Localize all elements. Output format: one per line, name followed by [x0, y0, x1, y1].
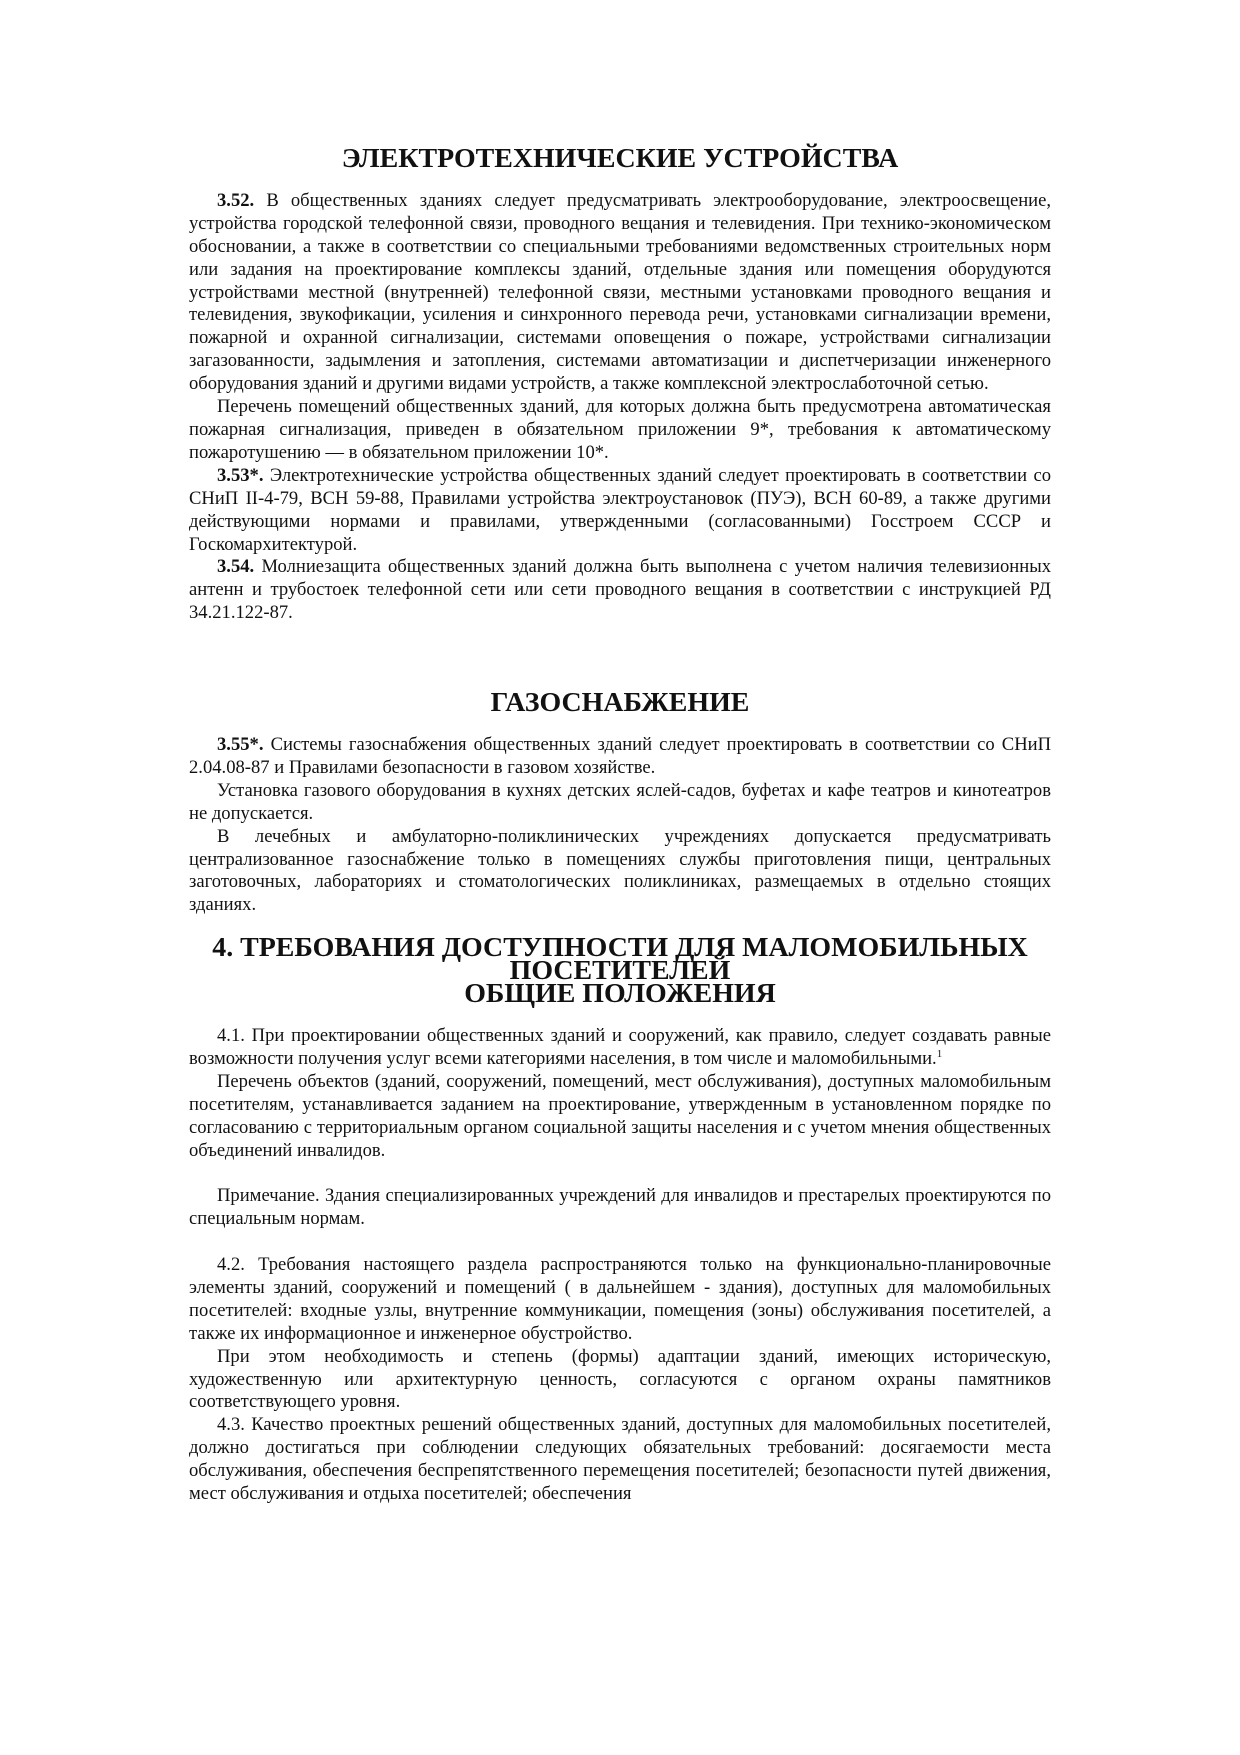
- paragraph-text: Молниезащита общественных зданий должна быть выполнена с учетом наличия телевизионных антенн и трубостоек телефонной сети или сети проводного вещания в соответствии с инструкцией РД 34.21.122-87.: [189, 556, 1052, 624]
- footnote-marker: 1: [936, 1047, 943, 1060]
- section-heading-gas: ГАЗОСНАБЖЕНИЕ: [490, 687, 750, 719]
- paragraph-4-2: 4.2. Требования настоящего раздела распространяются только на функционально-планировочные элементы зданий, сооружений и помещений ( в дальнейшем - здания), доступных для маломобильных посетителей: входные узлы, внутренние коммуникации, помещения (зоны) обслуживания посетителей, а также их информационное и инженерное обустройство.: [189, 1254, 1051, 1344]
- clause-number: 3.52.: [217, 189, 255, 211]
- section-heading-accessibility: [189, 932, 1051, 1010]
- spacer: [189, 625, 1051, 692]
- paragraph-3-52-fire-alarm: Перечень помещений общественных зданий, для которых должна быть предусмотрена автоматическая пожарная сигнализация, приведен в обязательном приложении 9*, требования к автоматическому пожаротушению — в обязательном приложении 10*.: [189, 396, 1051, 463]
- paragraph-text: 4.1. При проектировании общественных зданий и сооружений, как правило, следует создавать равные возможности получения услуг всеми категориями населения, в том числе и маломобильными.: [189, 1025, 1051, 1069]
- clause-number: 3.54.: [217, 556, 255, 578]
- paragraph-gas-kitchens: Установка газового оборудования в кухнях детских яслей-садов, буфетах и кафе театров и кинотеатров не допускается.: [189, 779, 1051, 824]
- clause-number: 3.55*.: [217, 734, 264, 756]
- paragraph-4-2-historic: При этом необходимость и степень (формы) адаптации зданий, имеющих историческую, художественную или архитектурную ценность, согласуются с органом охраны памятников соответствующего уровня.: [189, 1345, 1051, 1413]
- spacer: [189, 1231, 1051, 1254]
- paragraph-note: Примечание. Здания специализированных учреждений для инвалидов и престарелых проектируются по специальным нормам.: [189, 1185, 1051, 1230]
- paragraph-4-1-list: Перечень объектов (зданий, сооружений, помещений, мест обслуживания), доступных маломобильным посетителям, устанавливается заданием на проектирование, утвержденным в установленном порядке по согласованию с территориальным органом социальной защиты населения и с учетом мнения общественных объединений инвалидов.: [189, 1070, 1051, 1161]
- heading-line: ОБЩИЕ ПОЛОЖЕНИЯ: [464, 978, 776, 1010]
- paragraph-4-3: 4.3. Качество проектных решений общественных зданий, доступных для маломобильных посетителей, должно достигаться при соблюдении следующих обязательных требований: досягаемости места обслуживания, обеспечения беспрепятственного перемещения посетителей; безопасности путей движения, мест обслуживания и отдыха посетителей; обеспечения: [189, 1414, 1051, 1505]
- heading-line: 4. ТРЕБОВАНИЯ ДОСТУПНОСТИ ДЛЯ МАЛОМОБИЛЬНЫХ ПОСЕТИТЕЛЕЙ: [212, 932, 1028, 987]
- paragraph-3-52: [189, 190, 1051, 396]
- document-page: [189, 143, 1052, 1506]
- paragraph-text: Системы газоснабжения общественных зданий следует проектировать в соответствии со СНиП 2.04.08-87 и Правилами безопасности в газовом хозяйстве.: [189, 734, 1051, 778]
- paragraph-gas-medical: В лечебных и амбулаторно-поликлинических учреждениях допускается предусматривать централизованное газоснабжение только в помещениях службы приготовления пищи, центральных заготовочных, лабораториях и стоматологических поликлиниках, размещаемых в отдельно стоящих зданиях.: [189, 825, 1051, 916]
- paragraph-4-1: [189, 1025, 1051, 1071]
- paragraph-text: В общественных зданиях следует предусматривать электрооборудование, электроосвещение, устройства городской телефонной связи, проводного вещания и телевидения. При технико-экономическом обосновании, а также в соответствии со специальными требованиями ведомственных строительных норм или задания на проектирование комплексы зданий, отдельные здания или помещения оборудуются устройствами местной (внутренней) телефонной связи, местными установками проводного вещания и телевидения, звукофикации, усиления и синхронного перевода речи, установками сигнализации времени, пожарной и охранной сигнализации, системами оповещения о пожаре, устройствами сигнализации загазованности, задымления и затопления, системами автоматизации и диспетчеризации инженерного оборудования зданий и другими видами устройств, а также комплексной электрослаботочной сетью.: [189, 189, 1051, 395]
- paragraph-3-54: [189, 556, 1051, 625]
- paragraph-text: Электротехнические устройства общественных зданий следует проектировать в соответствии со СНиП II-4-79, ВСН 59-88, Правилами устройства электроустановок (ПУЭ), ВСН 60-89, а также другими действующими нормами и правилами, утвержденными (согласованными) Госстроем СССР и Госкомархитектурой.: [189, 464, 1052, 555]
- clause-number: 3.53*.: [217, 464, 264, 486]
- section-heading-electrical: ЭЛЕКТРОТЕХНИЧЕСКИЕ УСТРОЙСТВА: [341, 143, 899, 174]
- spacer: [189, 1162, 1051, 1185]
- paragraph-3-53: [189, 465, 1051, 557]
- paragraph-3-55: [189, 734, 1051, 780]
